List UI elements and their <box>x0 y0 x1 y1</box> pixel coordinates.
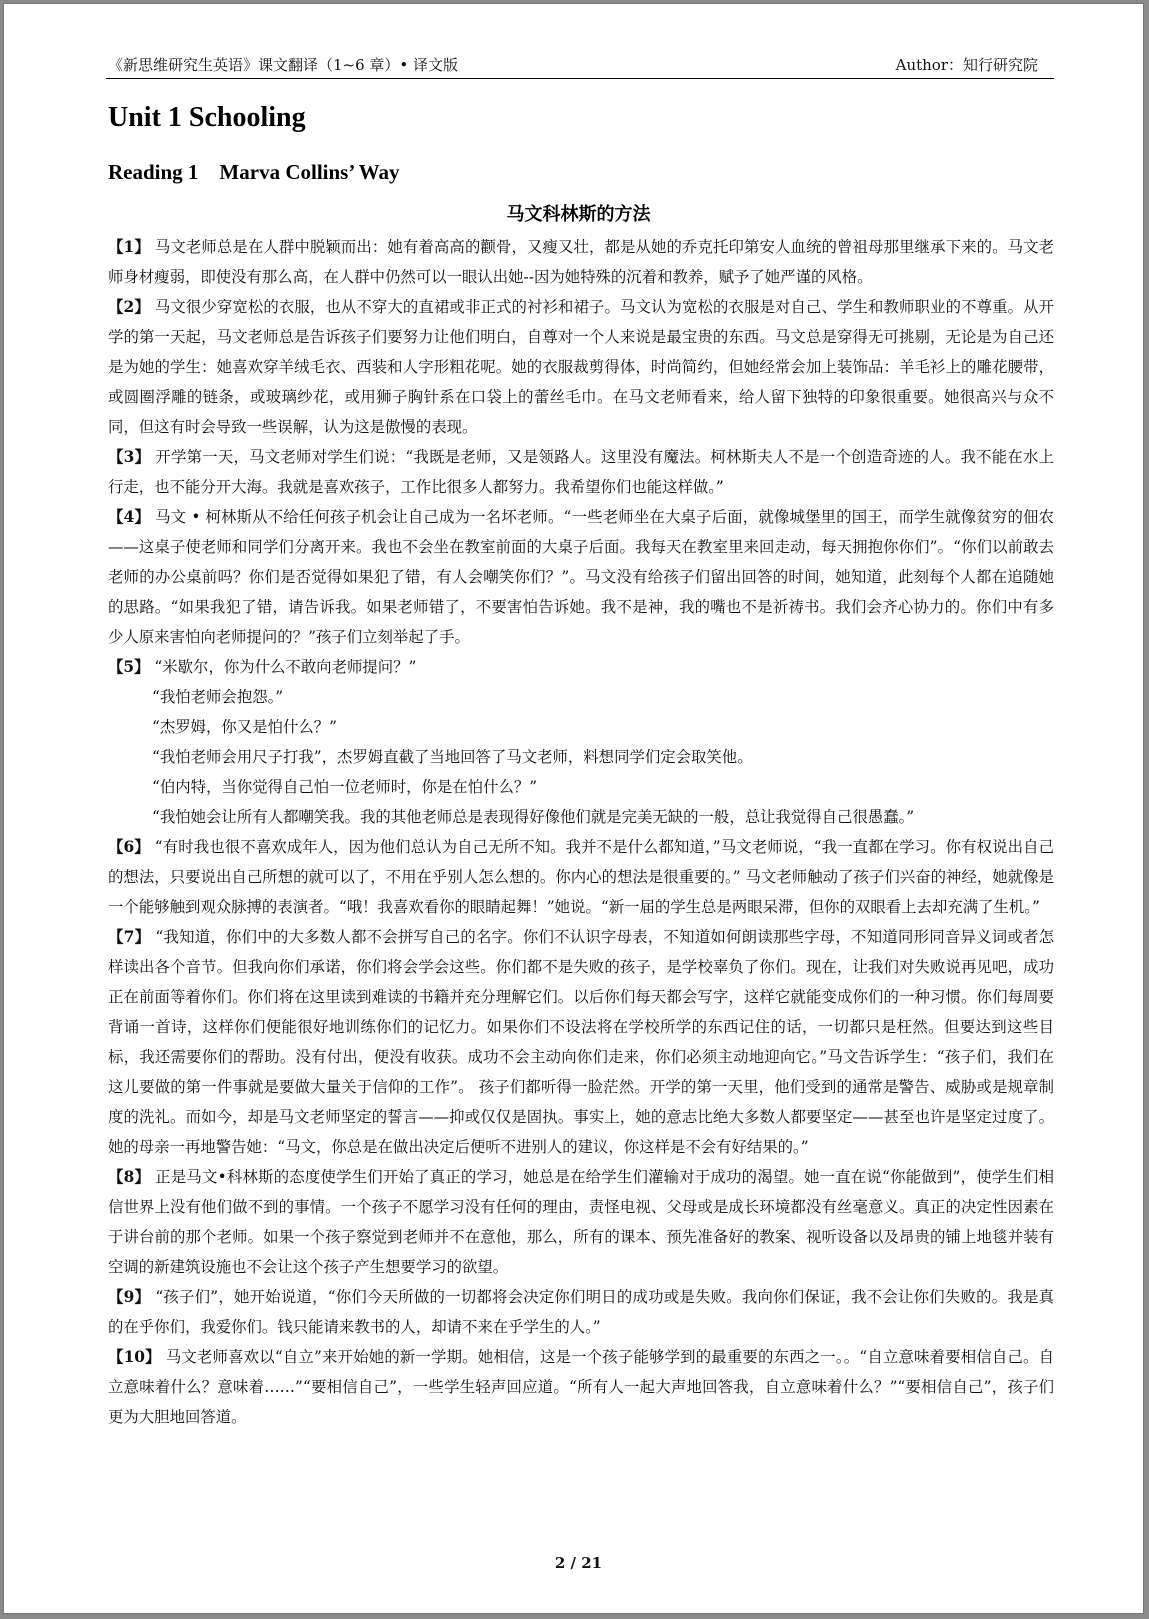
header-book-title: 《新思维研究生英语》课文翻译（1~6 章）• 译文版 <box>108 56 459 74</box>
header-author: Author：知行研究院 <box>895 56 1038 74</box>
paragraph-text: 马文很少穿宽松的衣服，也从不穿大的直裙或非正式的衬衫和裙子。马文认为宽松的衣服是对自己、学生和教师职业的不尊重。从开学的第一天起，马文老师总是告诉孩子们要努力让他们明白，自尊对一个人来说是最宝贵的东西。马文总是穿得无可挑剔，无论是为自己还是为她的学生：她喜欢穿羊绒毛衣、西装和人字形粗花呢。她的衣服裁剪得体，时尚简约，但她经常会加上装饰品：羊毛衫上的雕花腰带，或圆圈浮雕的链条，或玻璃纱花，或用狮子胸针系在口袋上的蕾丝毛巾。在马文老师看来，给人留下独特的印象很重要。她很高兴与众不同，但这有时会导致一些误解，认为这是傲慢的表现。 <box>108 298 1054 436</box>
paragraph-text: 马文 • 柯林斯从不给任何孩子机会让自己成为一名坏老师。“一些老师坐在大桌子后面，就像城堡里的国王，而学生就像贫穷的佃农——这桌子使老师和同学们分离开来。我也不会坐在教室前面的大桌子后面。我每天在教室里来回走动，每天拥抱你你们”。“你们以前敢去老师的办公桌前吗？你们是否觉得如果犯了错，有人会嘲笑你们？”。马文没有给孩子们留出回答的时间，她知道，此刻每个人都在追随她的思路。“如果我犯了错，请告诉我。如果老师错了，不要害怕告诉她。我不是神，我的嘴也不是祈祷书。我们会齐心协力的。你们中有多少人原来害怕向老师提问的？”孩子们立刻举起了手。 <box>108 508 1054 646</box>
paragraph-number: 【8】 <box>108 1168 151 1186</box>
paragraph-2 <box>108 292 1054 442</box>
paragraph-number: 【2】 <box>108 298 150 316</box>
paragraph-text: “有时我也很不喜欢成年人，因为他们总认为自己无所不知。我并不是什么都知道，”马文老师说，“我一直都在学习。你有权说出自己的想法，只要说出自己所想的就可以了，不用在乎别人怎么想的。你内心的想法是很重要的。” 马文老师触动了孩子们兴奋的神经，她就像是一个能够触到观众脉搏的表演者。“哦！我喜欢看你的眼睛起舞！”她说。“新一届的学生总是两眼呆滞，但你的双眼看上去却充满了生机。” <box>108 838 1054 916</box>
paragraph-number: 【6】 <box>108 838 150 856</box>
paragraph-text: “我知道，你们中的大多数人都不会拼写自己的名字。你们不认识字母表，不知道如何朗读那些字母，不知道同形同音异义词或者怎样读出各个音节。但我向你们承诺，你们将会学会这些。你们都不是失败的孩子，是学校辜负了你们。现在，让我们对失败说再见吧，成功正在前面等着你们。你们将在这里读到难读的书籍并充分理解它们。以后你们每天都会写字，这样它就能变成你们的一种习惯。你们每周要背诵一首诗，这样你们便能很好地训练你们的记忆力。如果你们不设法将在学校所学的东西记住的话，一切都只是枉然。但要达到这些目标，我还需要你们的帮助。没有付出，便没有收获。成功不会主动向你们走来，你们必须主动地迎向它。”马文告诉学生：“孩子们，我们在这儿要做的第一件事就是要做大量关于信仰的工作”。 孩子们都听得一脸茫然。开学的第一天里，他们受到的通常是警告、威胁或是规章制度的洗礼。而如今，却是马文老师坚定的誓言——抑或仅仅是固执。事实上，她的意志比绝大多数人都要坚定——甚至也许是坚定过度了。她的母亲一再地警告她：“马文，你总是在做出决定后便听不进别人的建议，你这样是不会有好结果的。” <box>108 928 1054 1156</box>
paragraph-4 <box>108 502 1054 652</box>
paragraph-number: 【5】 <box>108 658 150 676</box>
paragraph-10 <box>108 1342 1054 1432</box>
paragraph-text: 正是马文•科林斯的态度使学生们开始了真正的学习，她总是在给学生们灌输对于成功的渴望。她一直在说“你能做到”，使学生们相信世界上没有他们做不到的事情。一个孩子不愿学习没有任何的理由，责怪电视、父母或是成长环境都没有丝毫意义。真正的决定性因素在于讲台前的那个老师。如果一个孩子察觉到老师并不在意他，那么，所有的课本、预先准备好的教案、视听设备以及昂贵的铺上地毯并装有空调的新建筑设施也不会让这个孩子产生想要学习的欲望。 <box>108 1168 1054 1276</box>
paragraph-text: 马文老师总是在人群中脱颖而出：她有着高高的颧骨，又瘦又壮，都是从她的乔克托印第安人血统的曾祖母那里继承下来的。马文老师身材瘦弱，即使没有那么高，在人群中仍然可以一眼认出她--因为她特殊的沉着和教养，赋予了她严谨的风格。 <box>108 238 1054 286</box>
paragraph-text: 开学第一天，马文老师对学生们说：“我既是老师，又是领路人。这里没有魔法。柯林斯夫人不是一个创造奇迹的人。我不能在水上行走，也不能分开大海。我就是喜欢孩子，工作比很多人都努力。我希望你们也能这样做。” <box>108 448 1054 496</box>
unit-title: Unit 1 Schooling <box>108 102 306 133</box>
paragraph-text: “米歇尔，你为什么不敢向老师提问？” <box>154 658 417 676</box>
paragraph-5 <box>108 652 1054 682</box>
paragraph-number: 【9】 <box>108 1288 151 1306</box>
paragraph-number: 【4】 <box>108 508 151 526</box>
dialogue-line: “我怕老师会抱怨。” <box>152 688 284 706</box>
paragraph-3 <box>108 442 1054 502</box>
paragraph-text: 马文老师喜欢以“自立”来开始她的新一学期。她相信，这是一个孩子能够学到的最重要的东西之一。。“自立意味着要相信自己。自立意味着什么？意味着……”“要相信自己”，一些学生轻声回应道。“所有人一起大声地回答我，自立意味着什么？”“要相信自己”，孩子们更为大胆地回答道。 <box>108 1348 1055 1426</box>
article-body <box>108 232 1054 1432</box>
dialogue-line: “我怕老师会用尺子打我”，杰罗姆直截了当地回答了马文老师，料想同学们定会取笑他。 <box>152 748 753 766</box>
dialogue-line: “杰罗姆，你又是怕什么？” <box>152 718 338 736</box>
paragraph-number: 【7】 <box>108 928 151 946</box>
paragraph-number: 【3】 <box>108 448 151 466</box>
dialogue-line: “我怕她会让所有人都嘲笑我。我的其他老师总是表现得好像他们就是完美无缺的一般，总让我觉得自己很愚蠢。” <box>152 808 915 826</box>
paragraph-text: “孩子们”，她开始说道，“你们今天所做的一切都将会决定你们明日的成功或是失败。我向你们保证，我不会让你们失败的。我是真的在乎你们，我爱你们。钱只能请来教书的人，却请不来在乎学生的人。” <box>108 1288 1054 1336</box>
paragraph-6 <box>108 832 1054 922</box>
document-page <box>3 3 1144 1614</box>
paragraph-1 <box>108 232 1054 292</box>
paragraph-8 <box>108 1162 1054 1282</box>
page-number: 2 / 21 <box>554 1554 603 1572</box>
paragraph-9 <box>108 1282 1054 1342</box>
paragraph-number: 【1】 <box>108 238 150 256</box>
reading-title: Reading 1 Marva Collins’ Way <box>108 160 400 184</box>
chinese-title: 马文科林斯的方法 <box>506 204 651 225</box>
dialogue-line: “伯内特，当你觉得自己怕一位老师时，你是在怕什么？” <box>152 778 538 796</box>
paragraph-7 <box>108 922 1054 1162</box>
paragraph-number: 【10】 <box>108 1348 161 1366</box>
running-header <box>106 52 1054 79</box>
